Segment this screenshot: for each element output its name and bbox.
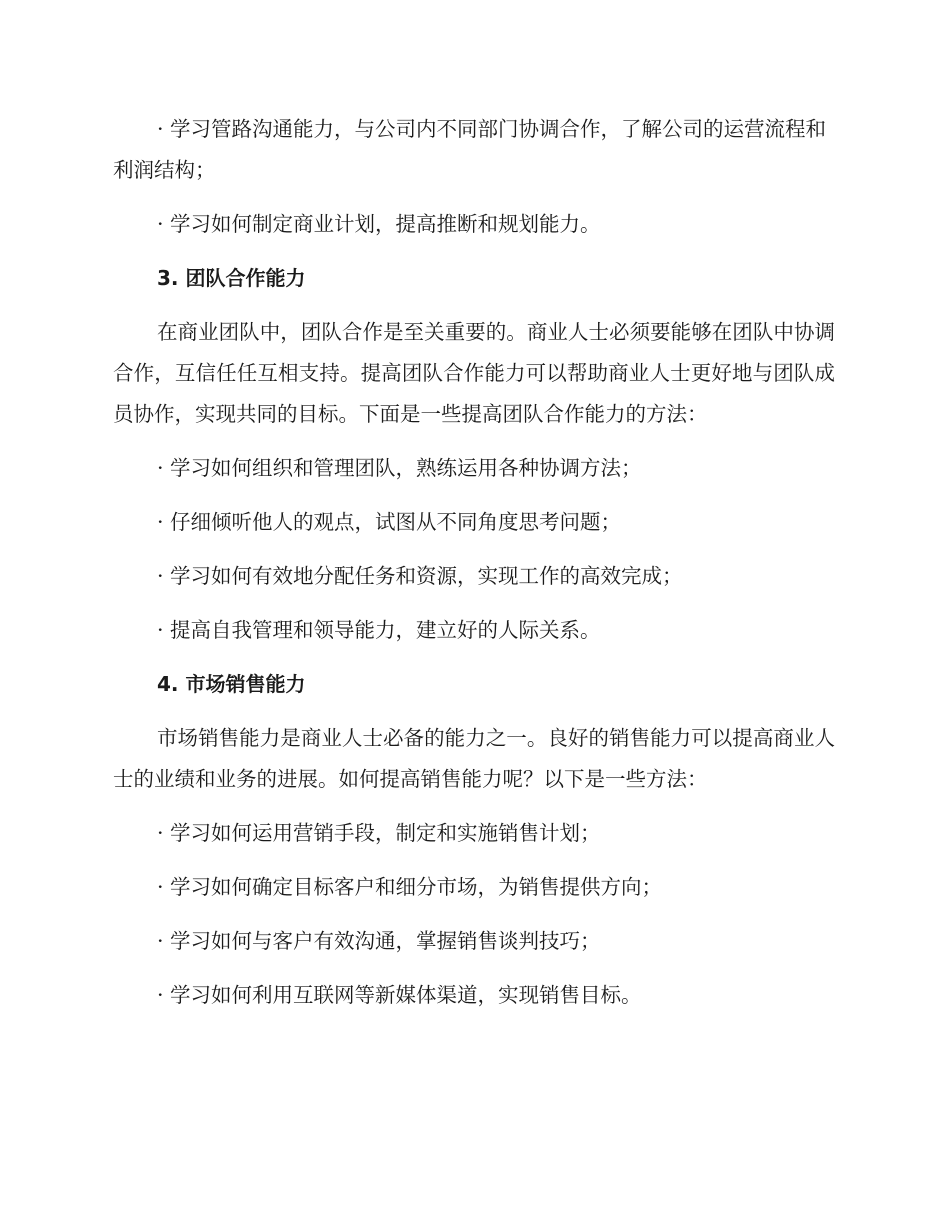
section-heading-sales: 4. 市场销售能力: [157, 672, 306, 696]
paragraph-sales: 市场销售能力是商业人士必备的能力之一。良好的销售能力可以提高商业人士的业绩和业务的进展。如何提高销售能力呢？以下是一些方法：: [113, 726, 835, 791]
bullet-communication: · 学习管路沟通能力，与公司内不同部门协调合作，了解公司的运营流程和利润结构；: [113, 117, 827, 182]
bullet-target-customers: · 学习如何确定目标客户和细分市场，为销售提供方向；: [157, 875, 663, 899]
paragraph-teamwork: 在商业团队中，团队合作是至关重要的。商业人士必须要能够在团队中协调合作，互信任任互相支持。提高团队合作能力可以帮助商业人士更好地与团队成员协作，实现共同的目标。下面是一些提高团队合作能力的方法：: [113, 320, 835, 426]
bullet-listening: · 仔细倾听他人的观点，试图从不同角度思考问题；: [157, 510, 622, 534]
bullet-marketing: · 学习如何运用营销手段，制定和实施销售计划；: [157, 821, 601, 845]
bullet-team-management: · 学习如何组织和管理团队，熟练运用各种协调方法；: [157, 456, 642, 480]
bullet-business-plan: · 学习如何制定商业计划，提高推断和规划能力。: [157, 212, 601, 236]
bullet-internet-channels: · 学习如何利用互联网等新媒体渠道，实现销售目标。: [157, 983, 642, 1007]
document-body: [113, 109, 835, 1029]
bullet-self-management: · 提高自我管理和领导能力，建立好的人际关系。: [157, 618, 601, 642]
bullet-customer-communication: · 学习如何与客户有效沟通，掌握销售谈判技巧；: [157, 929, 601, 953]
bullet-task-allocation: · 学习如何有效地分配任务和资源，实现工作的高效完成；: [157, 564, 683, 588]
section-heading-teamwork: 3. 团队合作能力: [157, 266, 306, 290]
